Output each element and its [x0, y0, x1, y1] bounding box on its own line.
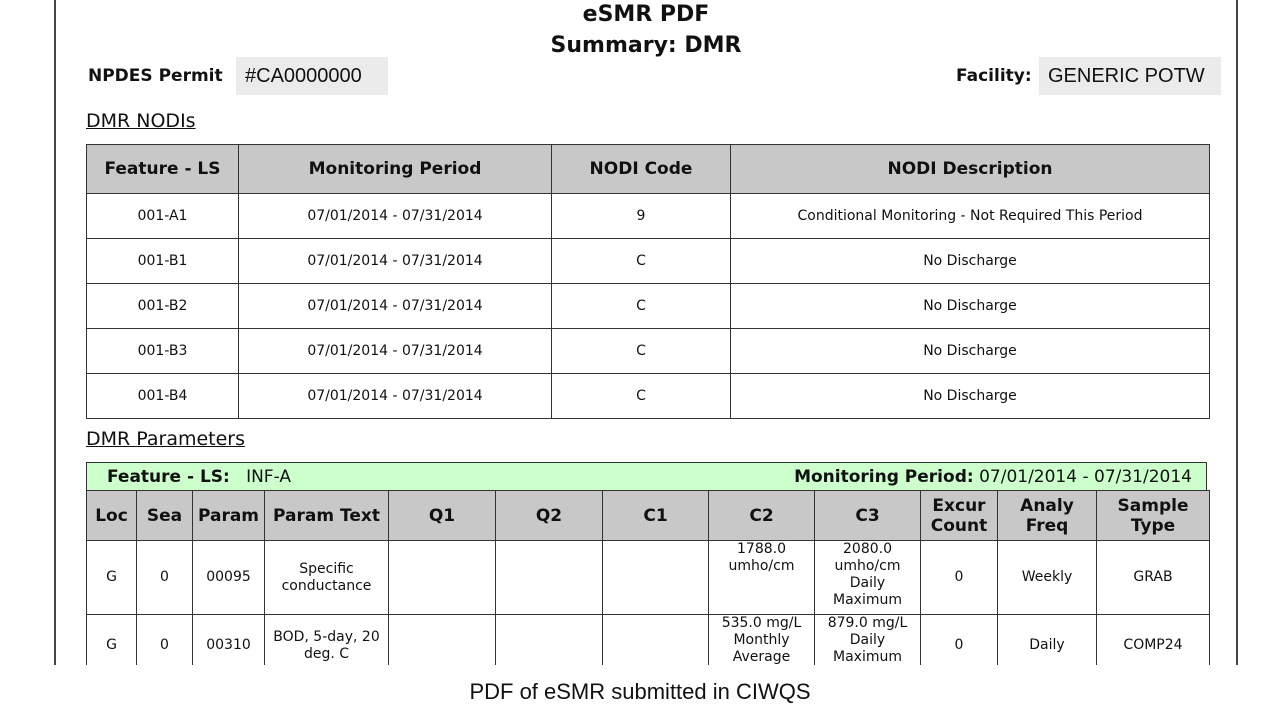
- param-cell: [603, 615, 709, 666]
- param-header-q2: Q2: [496, 491, 603, 541]
- param-header-sea: Sea: [137, 491, 193, 541]
- nodi-cell: 001-B2: [87, 284, 239, 329]
- nodi-cell: 07/01/2014 - 07/31/2014: [239, 239, 552, 284]
- param-cell: COMP24: [1097, 615, 1210, 666]
- param-cell: Weekly: [998, 541, 1097, 615]
- param-cell: [389, 615, 496, 666]
- param-header-analy-freq: Analy Freq: [998, 491, 1097, 541]
- period-value: 07/01/2014 - 07/31/2014: [979, 467, 1192, 487]
- nodi-cell: 001-A1: [87, 194, 239, 239]
- nodi-cell: 001-B3: [87, 329, 239, 374]
- param-header-excur-count: Excur Count: [921, 491, 998, 541]
- param-header-loc: Loc: [87, 491, 137, 541]
- permit-value: #CA0000000: [236, 57, 388, 95]
- param-header-param-text: Param Text: [265, 491, 389, 541]
- param-cell: [389, 541, 496, 615]
- table-row: [87, 615, 1210, 666]
- params-table: [86, 490, 1210, 665]
- param-header-q1: Q1: [389, 491, 496, 541]
- facility-value: GENERIC POTW: [1039, 57, 1221, 95]
- param-header-param: Param: [193, 491, 265, 541]
- param-cell: 00095: [193, 541, 265, 615]
- param-cell: GRAB: [1097, 541, 1210, 615]
- permit-label: NPDES Permit: [88, 66, 223, 86]
- nodi-cell: No Discharge: [731, 239, 1210, 284]
- report-title: eSMR PDF: [582, 2, 710, 27]
- nodi-cell: No Discharge: [731, 374, 1210, 419]
- param-cell: 535.0 mg/L Monthly Average: [709, 615, 815, 666]
- nodi-cell: 07/01/2014 - 07/31/2014: [239, 284, 552, 329]
- nodi-cell: 07/01/2014 - 07/31/2014: [239, 194, 552, 239]
- feature-value: INF-A: [246, 467, 291, 487]
- table-row: [87, 239, 1210, 284]
- nodi-cell: 9: [552, 194, 731, 239]
- nodi-cell: 001-B4: [87, 374, 239, 419]
- nodi-header-code: NODI Code: [552, 145, 731, 194]
- feature-period-bar: [86, 462, 1207, 491]
- param-cell: Daily: [998, 615, 1097, 666]
- nodi-header-period: Monitoring Period: [239, 145, 552, 194]
- param-header-sample-type: Sample Type: [1097, 491, 1210, 541]
- nodi-cell: C: [552, 374, 731, 419]
- param-header-c2: C2: [709, 491, 815, 541]
- nodi-cell: C: [552, 284, 731, 329]
- param-header-c3: C3: [815, 491, 921, 541]
- nodi-section-title: DMR NODIs: [86, 110, 196, 132]
- period-label: Monitoring Period:: [794, 467, 974, 487]
- param-cell: 879.0 mg/L Daily Maximum: [815, 615, 921, 666]
- nodi-header-feature: Feature - LS: [87, 145, 239, 194]
- param-cell: [496, 615, 603, 666]
- param-cell: G: [87, 541, 137, 615]
- nodi-header-description: NODI Description: [731, 145, 1210, 194]
- nodi-cell: C: [552, 239, 731, 284]
- nodi-table: [86, 144, 1210, 419]
- param-cell: [496, 541, 603, 615]
- param-cell: 00310: [193, 615, 265, 666]
- table-row: [87, 374, 1210, 419]
- param-header-c1: C1: [603, 491, 709, 541]
- report-subtitle: Summary: DMR: [550, 33, 742, 58]
- nodi-cell: C: [552, 329, 731, 374]
- table-row: [87, 541, 1210, 615]
- nodi-cell: 001-B1: [87, 239, 239, 284]
- nodi-cell: 07/01/2014 - 07/31/2014: [239, 374, 552, 419]
- table-row: [87, 284, 1210, 329]
- nodi-cell: Conditional Monitoring - Not Required This Period: [731, 194, 1210, 239]
- param-cell: 2080.0 umho/cm Daily Maximum: [815, 541, 921, 615]
- nodi-cell: No Discharge: [731, 284, 1210, 329]
- param-cell: G: [87, 615, 137, 666]
- param-cell: 0: [921, 615, 998, 666]
- slide-caption: PDF of eSMR submitted in CIWQS: [469, 679, 811, 704]
- param-cell: 0: [137, 541, 193, 615]
- pdf-page: [54, 0, 1238, 665]
- facility-label: Facility:: [956, 66, 1032, 86]
- nodi-cell: No Discharge: [731, 329, 1210, 374]
- table-row: [87, 329, 1210, 374]
- param-cell: 1788.0 umho/cm: [709, 541, 815, 615]
- param-cell: 0: [137, 615, 193, 666]
- param-cell: Specific conductance: [265, 541, 389, 615]
- param-cell: [603, 541, 709, 615]
- feature-label: Feature - LS:: [107, 467, 230, 487]
- table-row: [87, 194, 1210, 239]
- params-section-title: DMR Parameters: [86, 428, 246, 450]
- param-cell: 0: [921, 541, 998, 615]
- param-cell: BOD, 5-day, 20 deg. C: [265, 615, 389, 666]
- nodi-cell: 07/01/2014 - 07/31/2014: [239, 329, 552, 374]
